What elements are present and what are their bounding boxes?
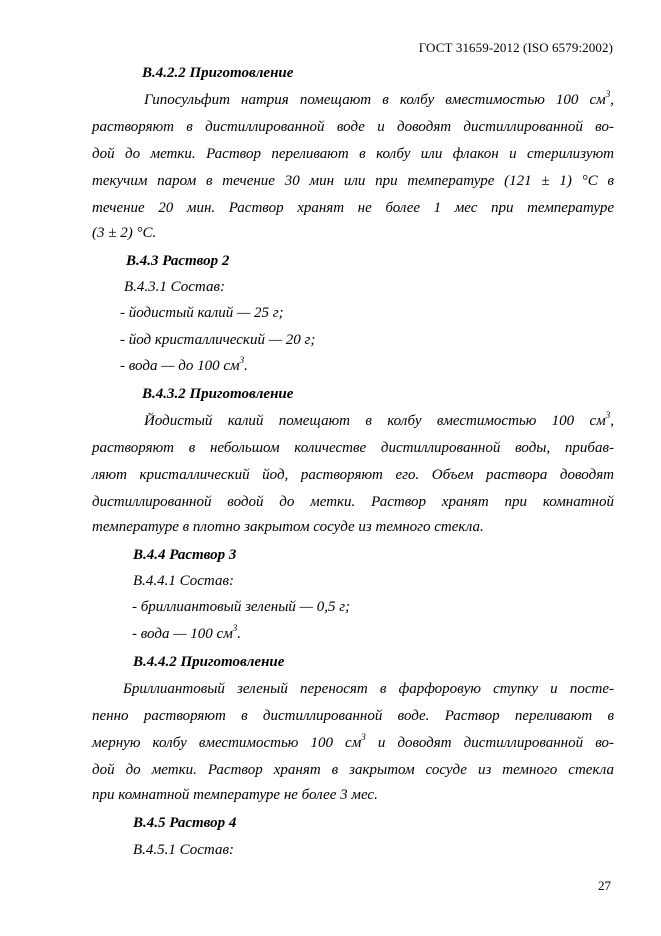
list-item: - вода — 100 $см^3$. (132, 623, 242, 642)
composition-label: В.4.3.1 Состав: (124, 279, 225, 295)
paragraph-line: растворяют в дистиллированной воде и доводят дистиллированной во- (92, 119, 614, 135)
document-header: ГОСТ 31659-2012 (ISO 6579:2002) (418, 40, 613, 55)
list-item: - йод кристаллический — 20 г; (120, 332, 316, 348)
paragraph-line: при комнатной температуре не более 3 мес. (92, 787, 378, 803)
section-heading: В.4.2.2 Приготовление (142, 65, 294, 81)
composition-label: В.4.5.1 Состав: (133, 842, 234, 858)
list-item: - бриллиантовый зеленый — 0,5 г; (132, 599, 351, 615)
page-number: 27 (598, 878, 611, 893)
paragraph-line: (3 ± 2) °С. (92, 225, 157, 241)
paragraph-line: Бриллиантовый зеленый переносят в фарфоровую ступку и посте- (123, 681, 614, 697)
paragraph-line: растворяют в небольшом количестве дистиллированной воды, прибав- (92, 440, 614, 456)
paragraph-line: дой до метки. Раствор хранят в закрытом сосуде из темного стекла (92, 762, 614, 778)
paragraph-line: течение 20 мин. Раствор хранят не более 1 мес при температуре (92, 200, 614, 216)
paragraph-line: дистиллированной водой до метки. Раствор хранят при комнатной (92, 494, 614, 510)
paragraph-line: дой до метки. Раствор переливают в колбу или флакон и стерилизуют (92, 146, 614, 162)
section-heading: В.4.4.2 Приготовление (133, 654, 285, 670)
list-item: - вода — до 100 $см^3$. (120, 355, 248, 374)
section-heading: В.4.5 Раствор 4 (133, 815, 237, 831)
composition-label: В.4.4.1 Состав: (133, 573, 234, 589)
paragraph-line: мерную колбу вместимостью 100 $см^3$ и доводят дистиллированной во- (92, 732, 615, 751)
paragraph-line: текучим паром в течение 30 мин или при температуре (121 ± 1) °С в (92, 173, 614, 189)
list-item: - йодистый калий — 25 г; (120, 305, 284, 321)
paragraph-line: температуре в плотно закрытом сосуде из темного стекла. (92, 519, 484, 535)
paragraph-line: пенно растворяют в дистиллированной воде. Раствор переливают в (92, 708, 614, 724)
section-heading: В.4.3 Раствор 2 (126, 253, 230, 269)
section-heading: В.4.4 Раствор 3 (133, 547, 237, 563)
section-heading: В.4.3.2 Приготовление (142, 386, 294, 402)
paragraph-line: Гипосульфит натрия помещают в колбу вместимостью 100 $см^3$, (144, 89, 614, 108)
paragraph-line: ляют кристаллический йод, растворяют его. Объем раствора доводят (92, 467, 614, 483)
paragraph-line: Йодистый калий помещают в колбу вместимостью 100 $см^3$, (144, 410, 614, 429)
